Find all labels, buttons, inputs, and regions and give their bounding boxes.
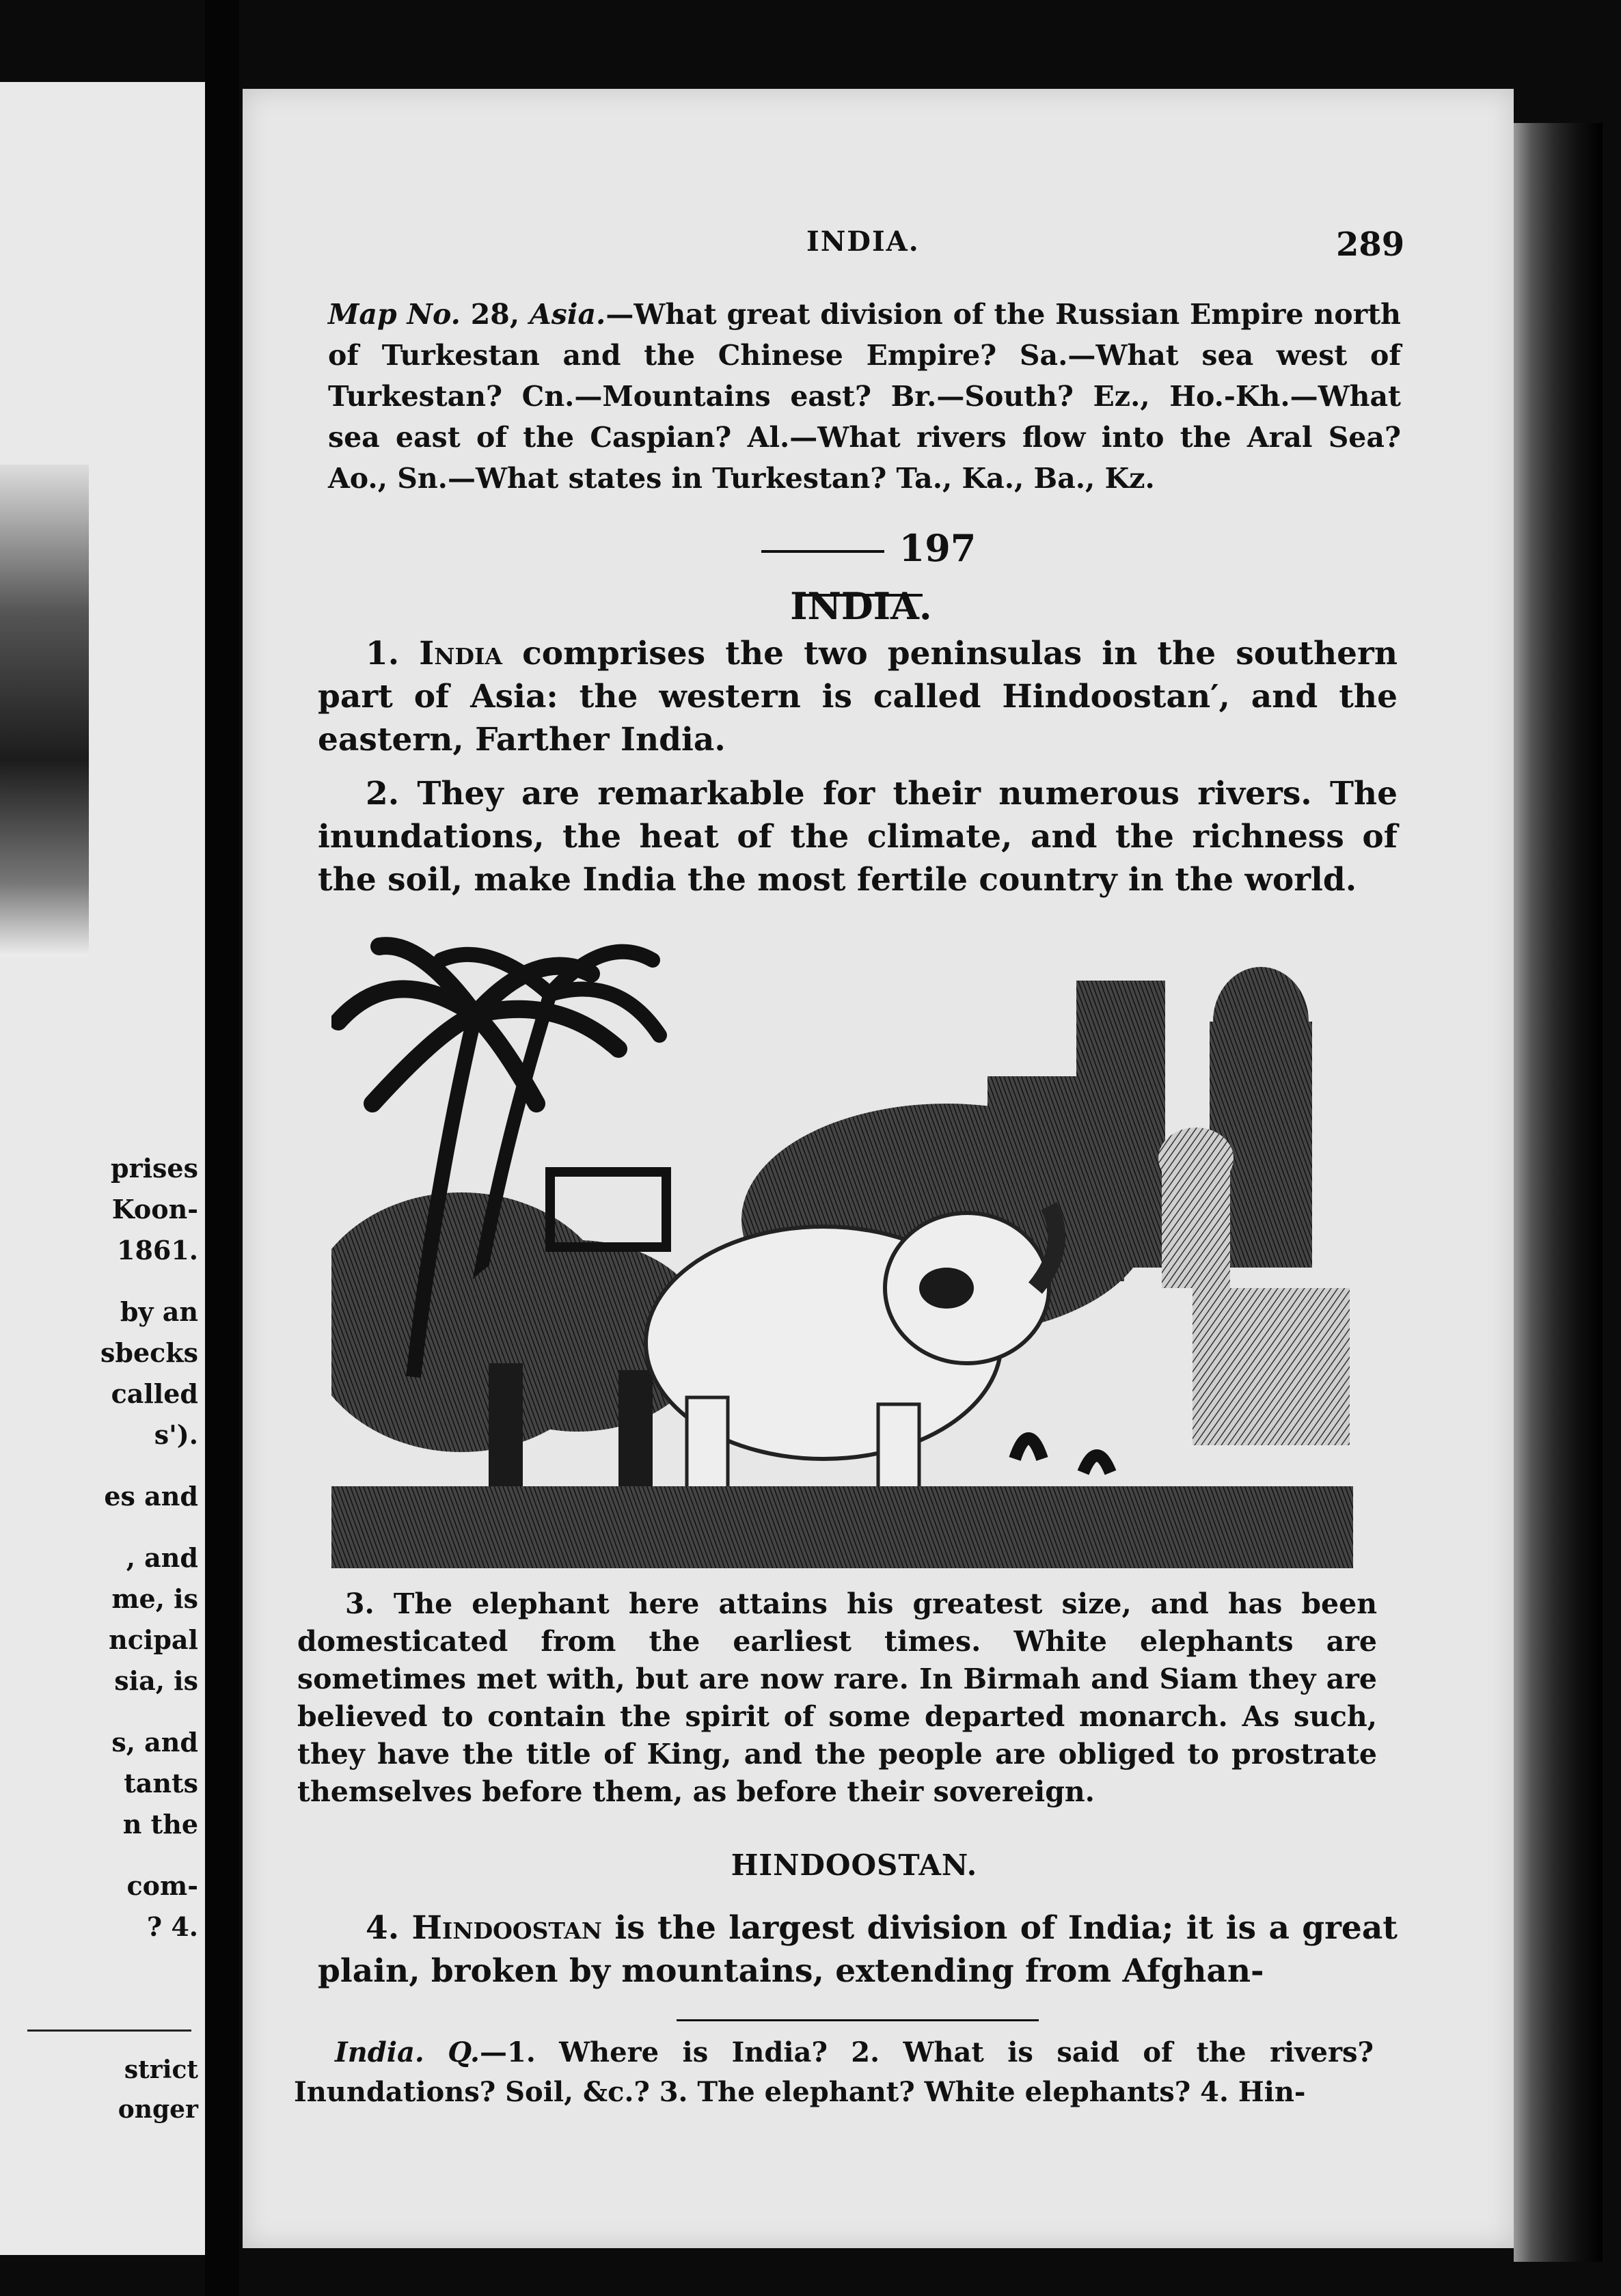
left-footnote: strict onger xyxy=(118,2055,198,2124)
paragraph-text: comprises the two peninsulas in the southern part of Asia: the western is called Hindoostan′, and the eastern, Farther India. xyxy=(318,635,1398,758)
paragraph-3: 3. The elephant here attains his greatest size, and has been domesticated from the earliest times. White elephants are sometimes met with, but are now rare. In Birmah and Siam they are believed to contain the spirit of some departed monarch. As such, they have the title of King, and the people are obliged to prostrate themselves before them, as before their sovereign. xyxy=(297,1587,1377,1808)
page-edges xyxy=(1514,123,1603,2262)
review-text: —1. Where is India? 2. What is said of the rivers? Inundations? Soil, &c.? 3. The elephant? White elephants? 4. Hin- xyxy=(294,2036,1374,2108)
section-title: INDIA. xyxy=(790,584,932,628)
running-head: INDIA. xyxy=(806,226,920,258)
lead-word: Hindoostan xyxy=(411,1909,602,1947)
paragraph-2: 2. They are remarkable for their numerous rivers. The inundations, the heat of the climate, and the richness of the soil, make India the most fertile country in the world. xyxy=(318,775,1398,899)
paragraph-number: 4. xyxy=(366,1909,400,1947)
map-questions xyxy=(328,294,1401,499)
map-questions-text: —What great division of the Russian Empire north of Turkestan and the Chinese Empire? Sa.—What sea west of Turkestan? Cn.—Mountains east? Br.—South? Ez., Ho.-Kh.—What sea east of the Caspian? Al.—What rivers flow into the Aral Sea? Ao., Sn.—What states in Turkestan? Ta., Ka., Ba., Kz. xyxy=(328,298,1401,495)
left-fragment: , and me, is ncipal sia, is xyxy=(109,1542,198,1696)
section-rule-left xyxy=(761,550,884,553)
ground xyxy=(331,1486,1353,1568)
map-number: 28, xyxy=(470,298,520,331)
map-region: Asia. xyxy=(530,298,606,331)
paragraph-text: is the largest division of India; it is a great plain, broken by mountains, extending from Afghan- xyxy=(318,1909,1398,1990)
review-lead: India. xyxy=(335,2036,424,2068)
left-footnote-rule xyxy=(27,2030,191,2032)
review-questions xyxy=(294,2033,1374,2112)
section-number-text: 197 xyxy=(899,526,977,570)
left-fragment: com- ? 4. xyxy=(126,1870,198,1942)
woodcut-svg xyxy=(331,933,1353,1568)
left-page xyxy=(0,82,207,2255)
book-spine xyxy=(205,0,239,2296)
subheading-hindoostan: HINDOOSTAN. xyxy=(731,1848,978,1882)
review-q: Q. xyxy=(448,2036,480,2068)
map-label: Map No. xyxy=(328,298,461,331)
left-fragment: s, and tants n the xyxy=(111,1727,198,1840)
left-page-illustration xyxy=(0,465,89,957)
temple-steps xyxy=(1193,1288,1350,1445)
page-number: 289 xyxy=(1336,226,1405,264)
paragraph-1 xyxy=(318,632,1398,761)
footnote-rule xyxy=(677,2019,1039,2021)
left-fragment: es and xyxy=(104,1481,198,1512)
left-fragment: prises Koon- 1861. xyxy=(111,1153,198,1266)
elephant-woodcut-illustration xyxy=(331,933,1353,1568)
left-fragment: by an sbecks called s'). xyxy=(100,1296,198,1450)
left-page-text xyxy=(0,1148,205,1968)
lead-word: India xyxy=(419,635,503,672)
paragraph-number: 1. xyxy=(366,635,400,672)
paragraph-4 xyxy=(318,1906,1398,1993)
